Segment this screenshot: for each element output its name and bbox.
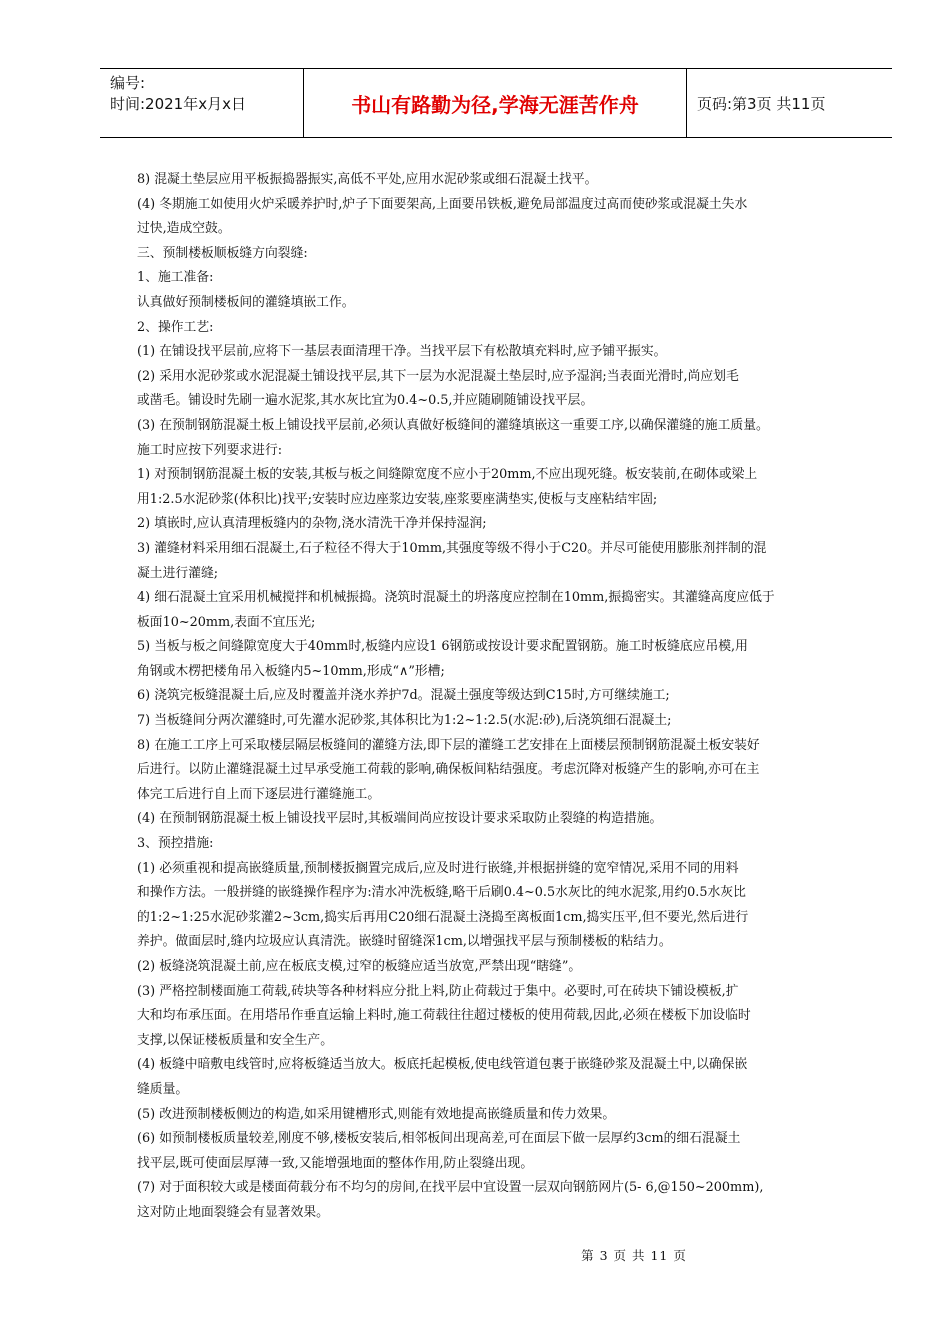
text-line: 施工时应按下列要求进行: xyxy=(137,442,283,458)
text-line: 8) 在施工工序上可采取楼层隔层板缝间的灌缝方法,即下层的灌缝工艺安排在上面楼层预制钢筋混凝土板安装好 xyxy=(137,737,760,753)
text-line: 养护。做面层时,缝内垃圾应认真清洗。嵌缝时留缝深1cm,以增强找平层与预制楼板的粘结力。 xyxy=(137,934,672,950)
text-line: 找平层,既可使面层厚薄一致,又能增强地面的整体作用,防止裂缝出现。 xyxy=(137,1155,534,1171)
text-line: 3、预控措施: xyxy=(137,836,214,852)
text-line: (2) 板缝浇筑混凝土前,应在板底支模,过窄的板缝应适当放宽,严禁出现“瞎缝”。 xyxy=(137,959,582,974)
text-line: 这对防止地面裂缝会有显著效果。 xyxy=(137,1204,329,1220)
text-line: 2) 填嵌时,应认真清理板缝内的杂物,浇水清洗干净并保持湿润; xyxy=(137,516,487,532)
text-line: 凝土进行灌缝; xyxy=(137,565,219,581)
text-line: (4) 板缝中暗敷电线管时,应将板缝适当放大。板底托起模板,使电线管道包裹于嵌缝砂浆及混凝土中,以确保嵌 xyxy=(137,1057,748,1073)
text-line: 过快,造成空鼓。 xyxy=(137,221,231,237)
text-line: 1、施工准备: xyxy=(137,270,214,286)
text-line: 7) 当板缝间分两次灌缝时,可先灌水泥砂浆,其体积比为1:2~1:2.5(水泥:砂),后浇筑细石混凝土; xyxy=(137,713,672,729)
text-line: 8) 混凝土垫层应用平板振捣器振实,高低不平处,应用水泥砂浆或细石混凝土找平。 xyxy=(137,172,598,187)
text-line: 2、操作工艺: xyxy=(137,319,214,335)
text-line: 1) 对预制钢筋混凝土板的安装,其板与板之间缝隙宽度不应小于20mm,不应出现死缝。板安装前,在砌体或梁上 xyxy=(137,467,758,483)
text-line: (3) 在预制钢筋混凝土板上铺设找平层前,必须认真做好板缝间的灌缝填嵌这一重要工序,以确保灌缝的施工质量。 xyxy=(137,417,769,433)
text-line: (1) 必须重视和提高嵌缝质量,预制楼扳搁置完成后,应及时进行嵌缝,并根据拼缝的宽窄情况,采用不同的用料 xyxy=(137,860,739,876)
text-line: (3) 严格控制楼面施工荷载,砖块等各种材料应分批上料,防止荷载过于集中。必要时,可在砖块下铺设模板,扩 xyxy=(137,983,739,999)
text-line: 板面10~20mm,表面不宜压光; xyxy=(137,614,316,630)
text-line: 角钢或木楞把楼角吊入板缝内5~10mm,形成“∧”形槽; xyxy=(137,663,445,679)
text-line: (1) 在铺设找平层前,应将下一基层表面清理干净。当找平层下有松散填充料时,应予铺平振实。 xyxy=(137,344,667,360)
header-left-cell xyxy=(100,69,304,137)
text-line: (6) 如预制楼板质量较差,刚度不够,楼板安装后,相邻板间出现高差,可在面层下做一层厚约3cm的细石混凝土 xyxy=(137,1131,741,1147)
text-line: 6) 浇筑完板缝混凝土后,应及时覆盖并浇水养护7d。混凝土强度等级达到C15时,方可继续施工; xyxy=(137,688,670,704)
text-line: 3) 灌缝材料采用细石混凝土,石子粒径不得大于10mm,其强度等级不得小于C20。并尽可能使用膨胀剂拌制的混 xyxy=(137,540,767,556)
text-line: 缝质量。 xyxy=(137,1081,189,1097)
text-line: (5) 改进预制楼板侧边的构造,如采用键槽形式,则能有效地提高嵌缝质量和传力效果。 xyxy=(137,1106,616,1122)
header-table xyxy=(100,68,892,138)
text-line: 支撑,以保证楼板质量和安全生产。 xyxy=(137,1032,334,1048)
text-line: 后进行。以防止灌缝混凝土过早承受施工荷载的影响,确保板间粘结强度。考虑沉降对板缝产生的影响,亦可在主 xyxy=(137,762,760,778)
text-line: 用1:2.5水泥砂浆(体积比)找平;安装时应边座浆边安装,座浆要座满垫实,使板与支座粘结牢固; xyxy=(137,491,658,507)
number-label: 编号: xyxy=(110,74,146,92)
text-line: 4) 细石混凝土宜采用机械搅拌和机械振捣。浇筑时混凝土的坍落度应控制在10mm,振捣密实。其灌缝高度应低于 xyxy=(137,590,775,606)
text-line: 体完工后进行自上而下逐层进行灌缝施工。 xyxy=(137,786,381,802)
text-line: 或凿毛。铺设时先刷一遍水泥浆,其水灰比宜为0.4~0.5,并应随刷随铺设找平层。 xyxy=(137,393,594,409)
text-line: (7) 对于面积较大或是楼面荷载分布不均匀的房间,在找平层中宜设置一层双向钢筋网片(5- 6,@150~200mm), xyxy=(137,1180,764,1196)
page-label: 页码:第3页 共11页 xyxy=(697,94,826,113)
document-body xyxy=(137,168,859,1226)
text-line: (4) 在预制钢筋混凝土板上铺设找平层时,其板端间尚应按设计要求采取防止裂缝的构造措施。 xyxy=(137,811,663,827)
text-line: 和操作方法。一般拼缝的嵌缝操作程序为:清水冲洗板缝,略干后刷0.4~0.5水灰比的纯水泥浆,用约0.5水灰比 xyxy=(137,885,746,901)
text-line: (2) 采用水泥砂浆或水泥混凝土铺设找平层,其下一层为水泥混凝土垫层时,应予湿润;当表面光滑时,尚应划毛 xyxy=(137,368,739,384)
motto: 书山有路勤为径,学海无涯苦作舟 xyxy=(304,69,687,137)
text-line: 三、预制楼板顺板缝方向裂缝: xyxy=(137,245,308,261)
text-line: 认真做好预制楼板间的灌缝填嵌工作。 xyxy=(137,294,355,310)
text-line: 大和均布承压面。在用塔吊作垂直运输上料时,施工荷载往往超过楼板的使用荷载,因此,必须在楼板下加设临时 xyxy=(137,1008,751,1024)
time-label: 时间:2021年x月x日 xyxy=(110,95,246,113)
page-footer xyxy=(0,1246,950,1264)
text-line: 的1:2~1:25水泥砂浆灌2~3cm,捣实后再用C20细石混凝土浇捣至离板面1cm,捣实压平,但不要光,然后进行 xyxy=(137,909,749,925)
text-line: (4) 冬期施工如使用火炉采暖养护时,炉子下面要架高,上面要吊铁板,避免局部温度过高而使砂浆或混凝土失水 xyxy=(137,196,748,212)
footer-page-number: 第 3 页 共 11 页 xyxy=(581,1248,687,1263)
text-line: 5) 当板与板之间缝隙宽度大于40mm时,板缝内应设1 6钢筋或按设计要求配置钢筋。施工时板缝底应吊模,用 xyxy=(137,639,748,655)
